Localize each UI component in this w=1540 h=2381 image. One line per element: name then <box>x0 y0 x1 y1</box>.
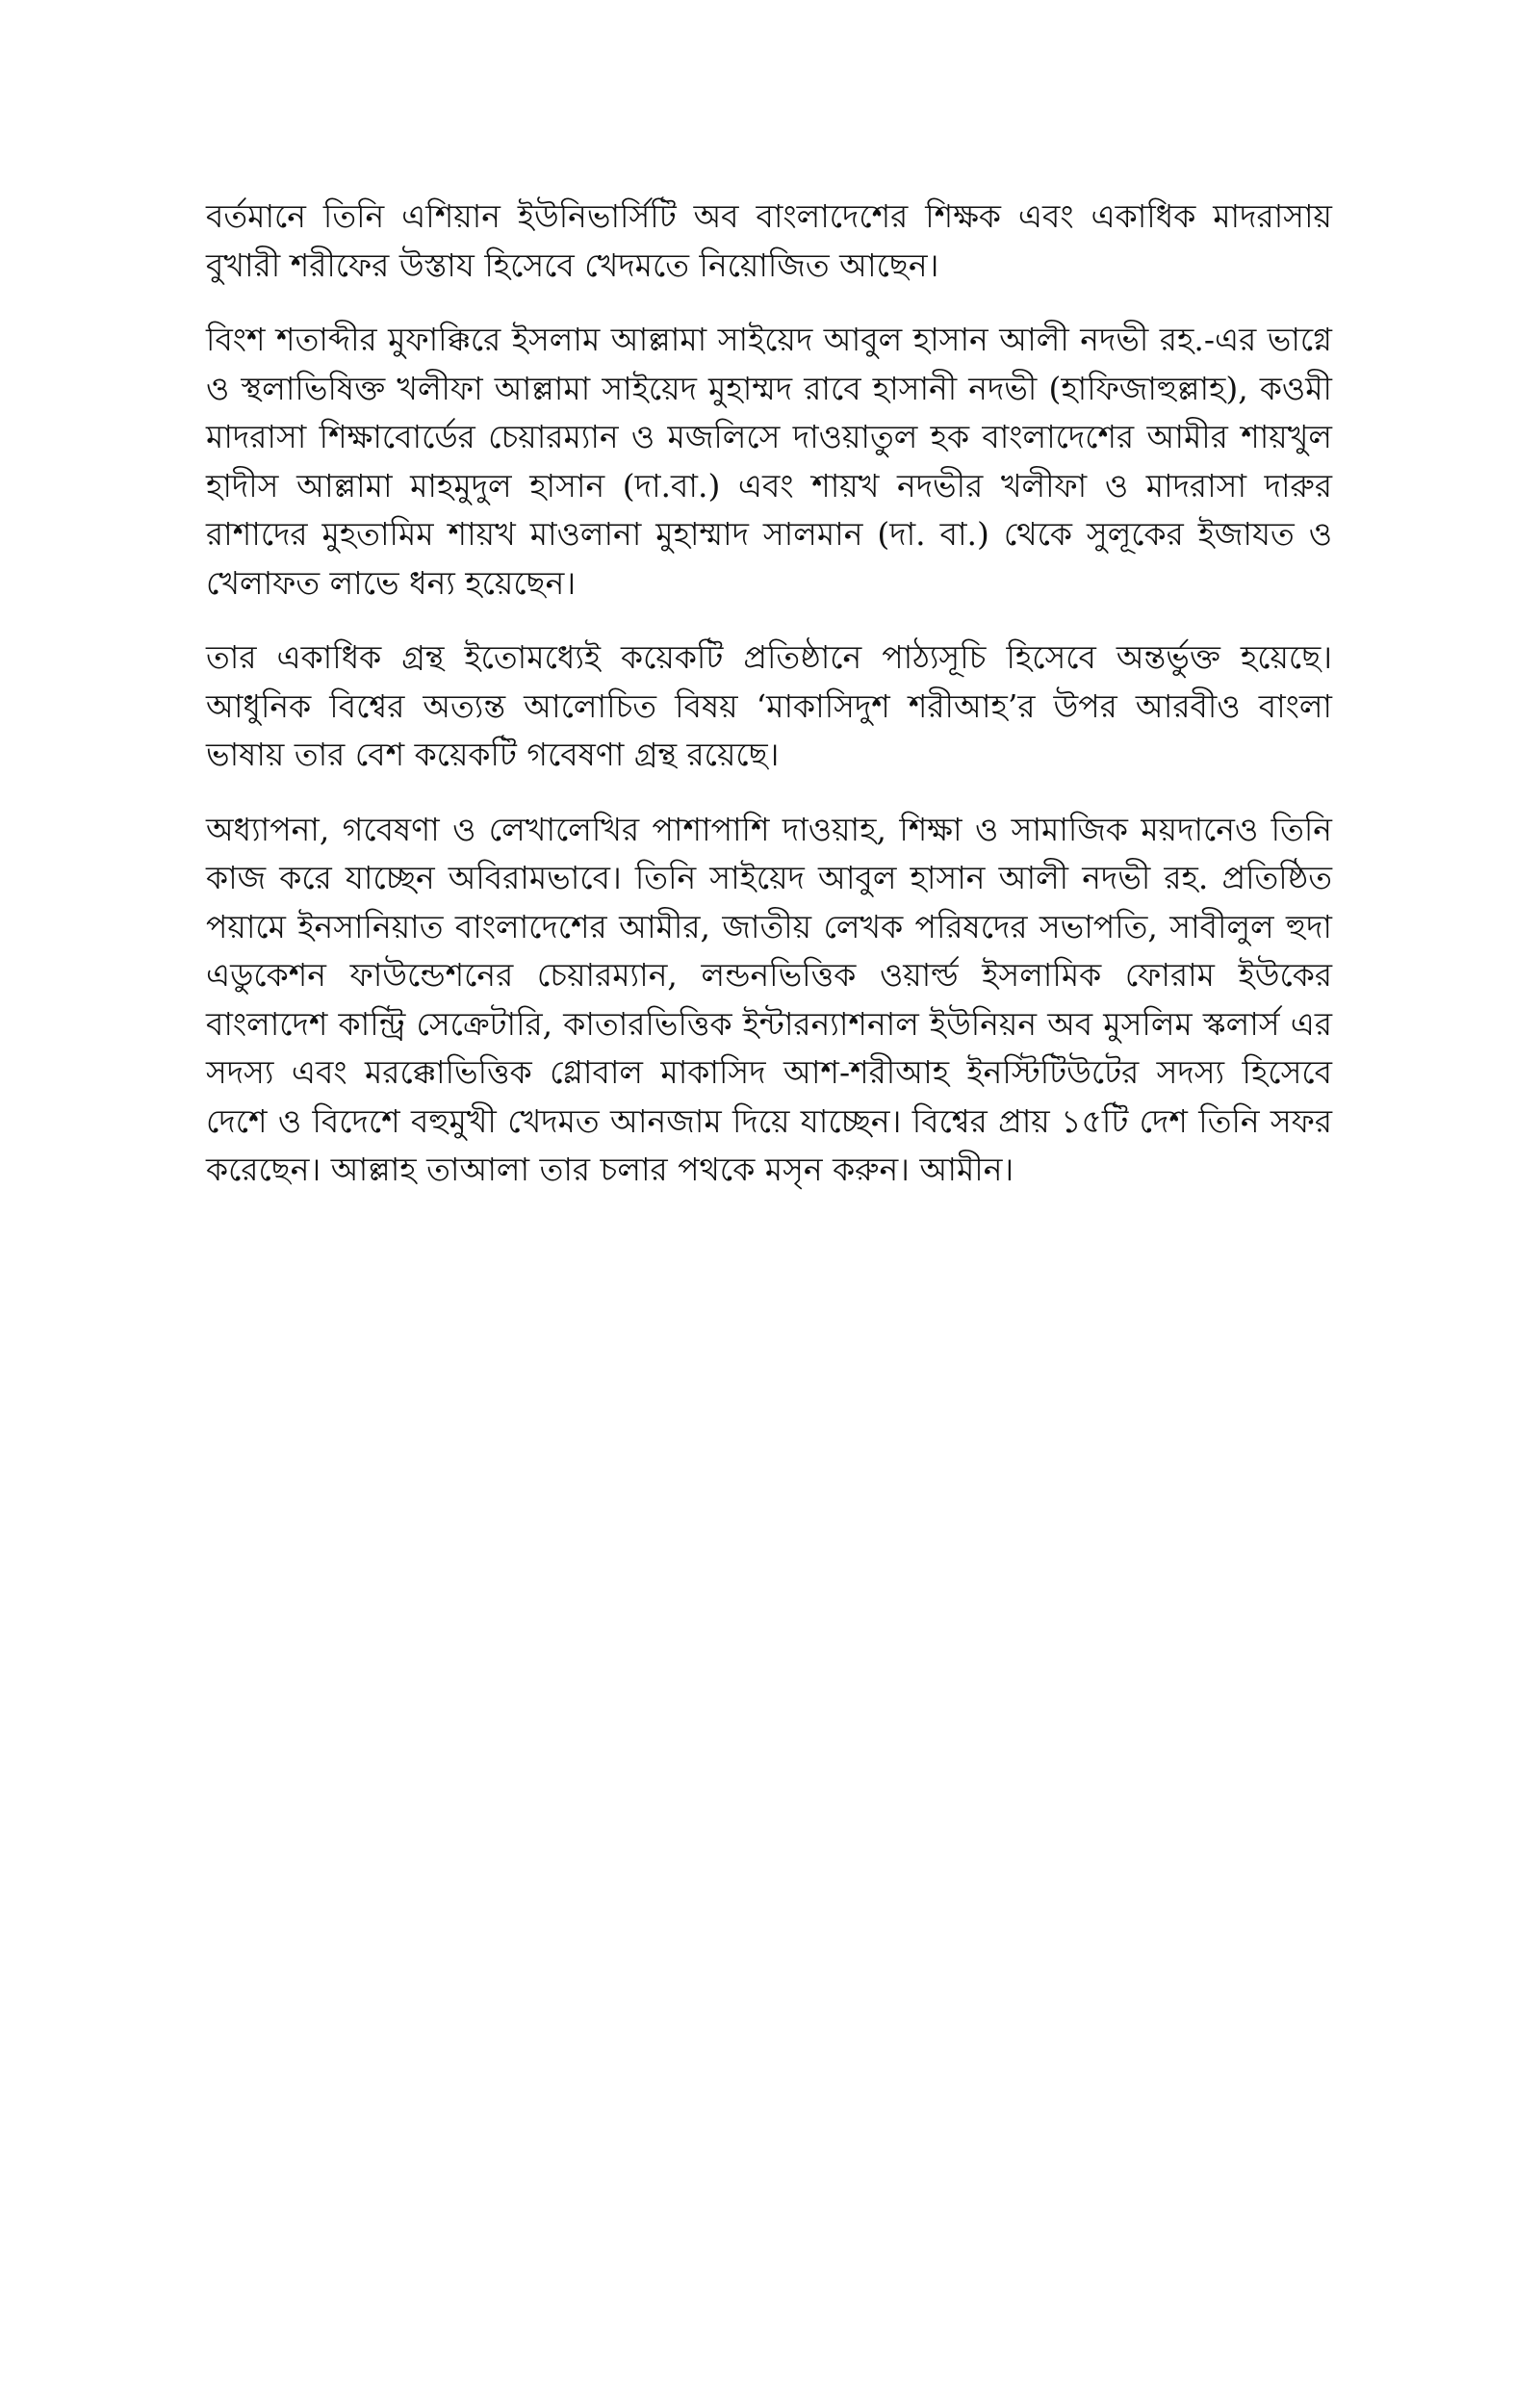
body-text <box>206 193 1332 1195</box>
paragraph-spiritual-lineage: বিংশ শতাব্দীর মুফাক্কিরে ইসলাম আল্লামা সাইয়েদ আবুল হাসান আলী নদভী রহ.-এর ভাগ্নে ও স্থলাভিষিক্ত খলীফা আল্লামা সাইয়েদ মুহাম্মদ রাবে হাসানী নদভী (হাফিজাহুল্লাহ), কওমী মাদরাসা শিক্ষাবোর্ডের চেয়ারম্যান ও মজলিসে দাওয়াতুল হক বাংলাদেশের আমীর শায়খুল হাদীস আল্লামা মাহমুদুল হাসান (দা.বা.) এবং শায়খ নদভীর খলীফা ও মাদরাসা দারুর রাশাদের মুহতামিম শায়খ মাওলানা মুহাম্মাদ সালমান (দা. বা.) থেকে সুলূকের ইজাযত ও খেলাফত লাভে ধন্য হয়েছেন। <box>206 321 1332 602</box>
paragraph-books: তার একাধিক গ্রন্থ ইতোমধ্যেই কয়েকটি প্রতিষ্ঠানে পাঠ্যসূচি হিসেবে অন্তর্ভুক্ত হয়েছে। আধুনিক বিশ্বের অত্যন্ত আলোচিত বিষয় ‘মাকাসিদুশ শরীআহ’র উপর আরবীও বাংলা ভাষায় তার বেশ কয়েকটি গবেষণা গ্রন্থ রয়েছে। <box>206 638 1332 773</box>
paragraph-activities: অধ্যাপনা, গবেষণা ও লেখালেখির পাশাপাশি দাওয়াহ, শিক্ষা ও সামাজিক ময়দানেও তিনি কাজ করে যাচ্ছেন অবিরামভাবে। তিনি সাইয়েদ আবুল হাসান আলী নদভী রহ. প্রতিষ্ঠিত পয়ামে ইনসানিয়াত বাংলাদেশের আমীর, জাতীয় লেখক পরিষদের সভাপতি, সাবীলুল হুদা এডুকেশন ফাউন্ডেশনের চেয়ারম্যান, লন্ডনভিত্তিক ওয়ার্ল্ড ইসলামিক ফোরাম ইউকের বাংলাদেশ কান্ট্রি সেক্রেটারি, কাতারভিত্তিক ইন্টারন্যাশনাল ইউনিয়ন অব মুসলিম স্কলার্স এর সদস্য এবং মরক্কোভিত্তিক গ্লোবাল মাকাসিদ আশ-শরীআহ ইনস্টিটিউটের সদস্য হিসেবে দেশে ও বিদেশে বহুমুখী খেদমত আনজাম দিয়ে যাচ্ছেন। বিশ্বের প্রায় ১৫টি দেশ তিনি সফর করেছেন। আল্লাহ তাআলা তার চলার পথকে মসৃন করুন। আমীন। <box>206 810 1332 1188</box>
paragraph-current-position: বর্তমানে তিনি এশিয়ান ইউনিভার্সিটি অব বাংলাদেশের শিক্ষক এবং একাধিক মাদরাসায় বুখারী শরীফের উস্তায হিসেবে খেদমতে নিয়োজিত আছেন। <box>206 197 1332 284</box>
